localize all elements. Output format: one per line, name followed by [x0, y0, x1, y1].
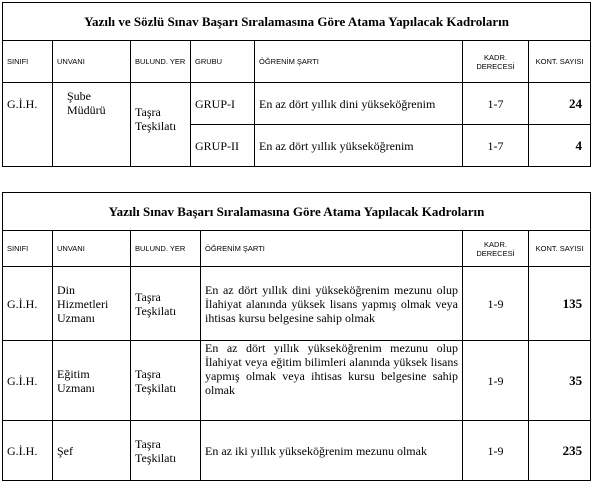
cell-kadr: 1-9 [463, 341, 529, 421]
table-yazili-sozlu [2, 2, 591, 167]
header-kont: KONT. SAYISI [529, 231, 591, 267]
header-kadr: KADR. DERECESİ [463, 231, 529, 267]
header-kadr: KADR. DERECESİ [463, 41, 529, 83]
cell-kont: 235 [529, 421, 591, 481]
cell-kadr: 1-7 [463, 83, 529, 125]
cell-sinifi: G.İ.H. [3, 83, 53, 167]
header-sinifi: SINIFI [3, 41, 53, 83]
cell-sinifi: G.İ.H. [3, 421, 53, 481]
table-title: Yazılı ve Sözlü Sınav Başarı Sıralamasına Göre Atama Yapılacak Kadroların [3, 3, 591, 41]
cell-bulund: Taşra Teşkilatı [131, 267, 201, 341]
cell-bulund: Taşra Teşkilatı [131, 83, 191, 167]
cell-unvani: Şef [53, 421, 131, 481]
cell-kont: 24 [529, 83, 591, 125]
cell-bulund: Taşra Teşkilatı [131, 421, 201, 481]
header-unvani: UNVANI [53, 41, 131, 83]
table-yazili [2, 192, 591, 481]
cell-unvani: Din Hizmetleri Uzmanı [53, 267, 131, 341]
cell-kont: 35 [529, 341, 591, 421]
header-grubu: GRUBU [191, 41, 255, 83]
table-row [3, 267, 591, 341]
cell-unvani: Şube Müdürü [53, 83, 131, 167]
table-title-row [3, 3, 591, 41]
cell-ogrenim: En az iki yıllık yükseköğrenim mezunu olmak [201, 421, 463, 481]
table-row [3, 83, 591, 125]
header-kont: KONT. SAYISI [529, 41, 591, 83]
table-title: Yazılı Sınav Başarı Sıralamasına Göre Atama Yapılacak Kadroların [3, 193, 591, 231]
header-row [3, 41, 591, 83]
table-row [3, 341, 591, 421]
header-bulund: BULUND. YER [131, 231, 201, 267]
cell-ogrenim: En az dört yıllık dini yükseköğrenim [255, 83, 463, 125]
table-row [3, 421, 591, 481]
cell-ogrenim: En az dört yıllık yükseköğrenim mezunu olup İlahiyat veya eğitim bilimleri alanında yüksek lisans yapmış olmak veya ihtisas kursu belgesine sahip olmak [201, 341, 463, 421]
cell-kont: 4 [529, 125, 591, 167]
cell-kadr: 1-7 [463, 125, 529, 167]
cell-kont: 135 [529, 267, 591, 341]
cell-ogrenim: En az dört yıllık yükseköğrenim [255, 125, 463, 167]
cell-kadr: 1-9 [463, 267, 529, 341]
header-row [3, 231, 591, 267]
cell-grubu: GRUP-I [191, 83, 255, 125]
cell-kadr: 1-9 [463, 421, 529, 481]
cell-grubu: GRUP-II [191, 125, 255, 167]
header-ogrenim: ÖĞRENİM ŞARTI [201, 231, 463, 267]
header-bulund: BULUND. YER [131, 41, 191, 83]
cell-unvani: Eğitim Uzmanı [53, 341, 131, 421]
cell-bulund: Taşra Teşkilatı [131, 341, 201, 421]
cell-sinifi: G.İ.H. [3, 267, 53, 341]
table-title-row [3, 193, 591, 231]
header-unvani: UNVANI [53, 231, 131, 267]
header-ogrenim: ÖĞRENİM ŞARTI [255, 41, 463, 83]
cell-ogrenim: En az dört yıllık dini yükseköğrenim mezunu olup İlahiyat alanında yüksek lisans yapmış olmak veya ihtisas kursu belgesine sahip olmak [201, 267, 463, 341]
header-sinifi: SINIFI [3, 231, 53, 267]
cell-sinifi: G.İ.H. [3, 341, 53, 421]
